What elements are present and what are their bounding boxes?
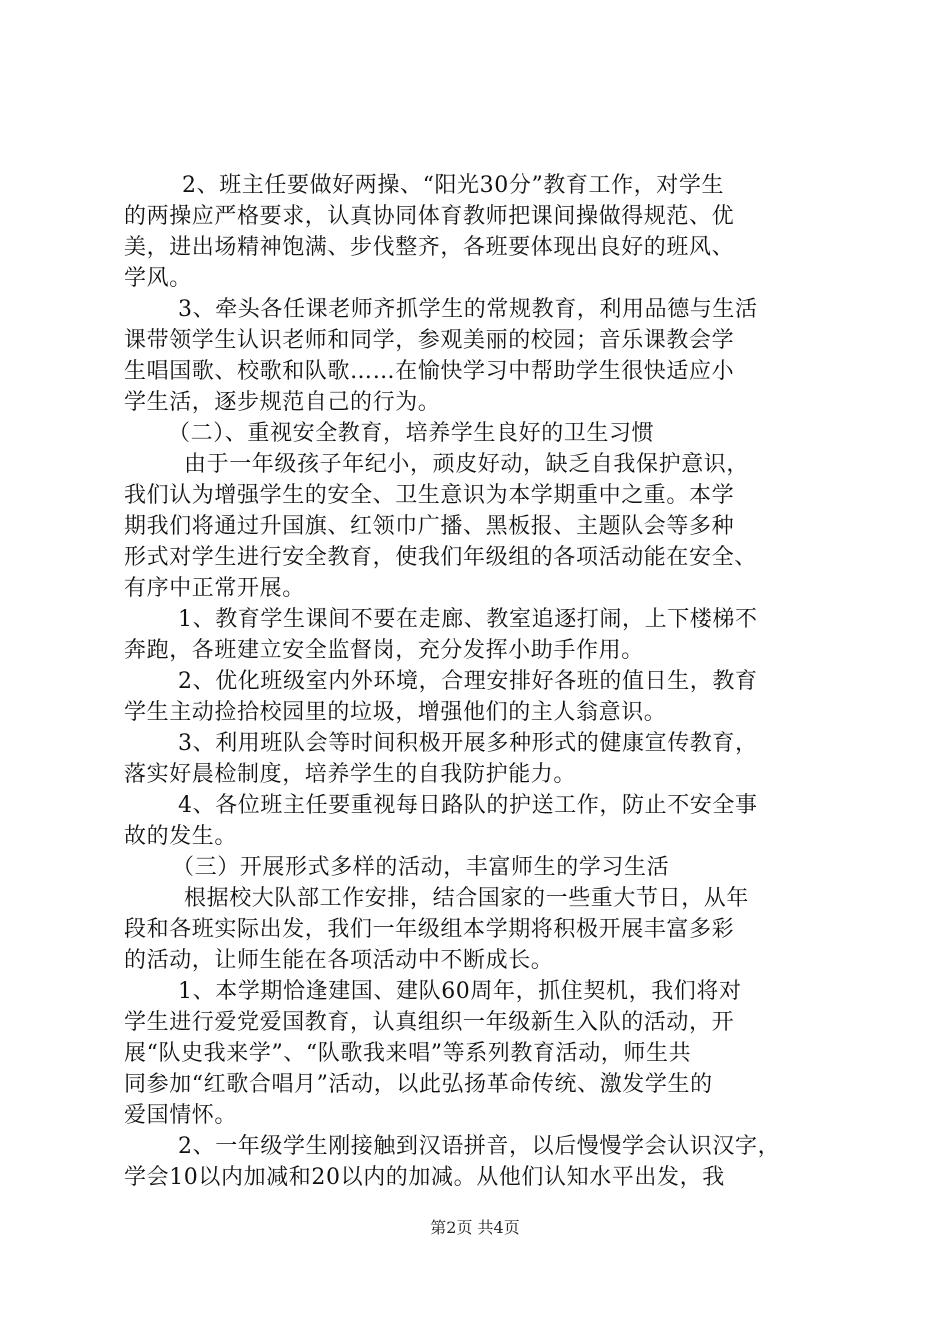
text-line-30: 同参加“红歌合唱月”活动，以此弘扬革命传统、激发学生的 — [124, 1072, 713, 1097]
text-line-5: 3、牵头各任课老师齐抓学生的常规教育，利用品德与生活 — [178, 297, 758, 322]
text-line-4: 学风。 — [124, 266, 192, 291]
text-line-33: 学会10以内加减和20以内的加减。从他们认知水平出发，我 — [124, 1165, 725, 1190]
text-line-28: 学生进行爱党爱国教育，认真组织一年级新生入队的活动，开 — [124, 1010, 735, 1035]
text-line-18: 学生主动捡拾校园里的垃圾，增强他们的主人翁意识。 — [124, 700, 667, 725]
text-line-31: 爱国情怀。 — [124, 1103, 238, 1128]
text-line-27: 1、本学期恰逢建国、建队60周年，抓住契机，我们将对 — [178, 979, 742, 1004]
text-line-29: 展“队史我来学”、“队歌我来唱”等系列教育活动，师生共 — [124, 1041, 692, 1066]
text-line-21: 4、各位班主任要重视每日路队的护送工作，防止不安全事 — [178, 793, 758, 818]
text-line-14: 有序中正常开展。 — [124, 576, 305, 601]
section-heading-3: （三）开展形式多样的活动，丰富师生的学习生活 — [172, 855, 670, 880]
text-line-32: 2、一年级学生刚接触到汉语拼音，以后慢慢学会认识汉字， — [178, 1134, 781, 1159]
text-line-16: 奔跑，各班建立安全监督岗，充分发挥小助手作用。 — [124, 638, 644, 663]
text-line-2: 的两操应严格要求，认真协同体育教师把课间操做得规范、优 — [124, 204, 735, 229]
text-line-1: 2、班主任要做好两操、“阳光30分”教育工作，对学生 — [182, 173, 725, 198]
text-line-11: 我们认为增强学生的安全、卫生意识为本学期重中之重。本学 — [124, 483, 735, 508]
text-line-26: 的活动，让师生能在各项活动中不断成长。 — [124, 948, 554, 973]
text-line-15: 1、教育学生课间不要在走廊、教室追逐打闹，上下楼梯不 — [178, 607, 758, 632]
text-line-24: 根据校大队部工作安排，结合国家的一些重大节日，从年 — [184, 886, 750, 911]
text-line-12: 期我们将通过升国旗、红领巾广播、黑板报、主题队会等多种 — [124, 514, 735, 539]
text-line-8: 学生活，逐步规范自己的行为。 — [124, 390, 441, 415]
text-line-22: 故的发生。 — [124, 824, 238, 849]
text-line-17: 2、优化班级室内外环境，合理安排好各班的值日生，教育 — [178, 669, 758, 694]
section-heading-2: （二）、重视安全教育，培养学生良好的卫生习惯 — [168, 421, 655, 446]
text-line-10: 由于一年级孩子年纪小，顽皮好动，缺乏自我保护意识， — [184, 452, 750, 477]
page-footer: 第2页 共4页 — [430, 1218, 520, 1237]
text-line-19: 3、利用班队会等时间积极开展多种形式的健康宣传教育， — [178, 731, 758, 756]
text-line-7: 生唱国歌、校歌和队歌……在愉快学习中帮助学生很快适应小 — [124, 359, 735, 384]
text-line-25: 段和各班实际出发，我们一年级组本学期将积极开展丰富多彩 — [124, 917, 735, 942]
text-line-20: 落实好晨检制度，培养学生的自我防护能力。 — [124, 762, 577, 787]
text-line-3: 美，进出场精神饱满、步伐整齐，各班要体现出良好的班风、 — [124, 235, 735, 260]
text-line-6: 课带领学生认识老师和同学，参观美丽的校园；音乐课教会学 — [124, 328, 735, 353]
text-line-13: 形式对学生进行安全教育，使我们年级组的各项活动能在安全、 — [124, 545, 757, 570]
